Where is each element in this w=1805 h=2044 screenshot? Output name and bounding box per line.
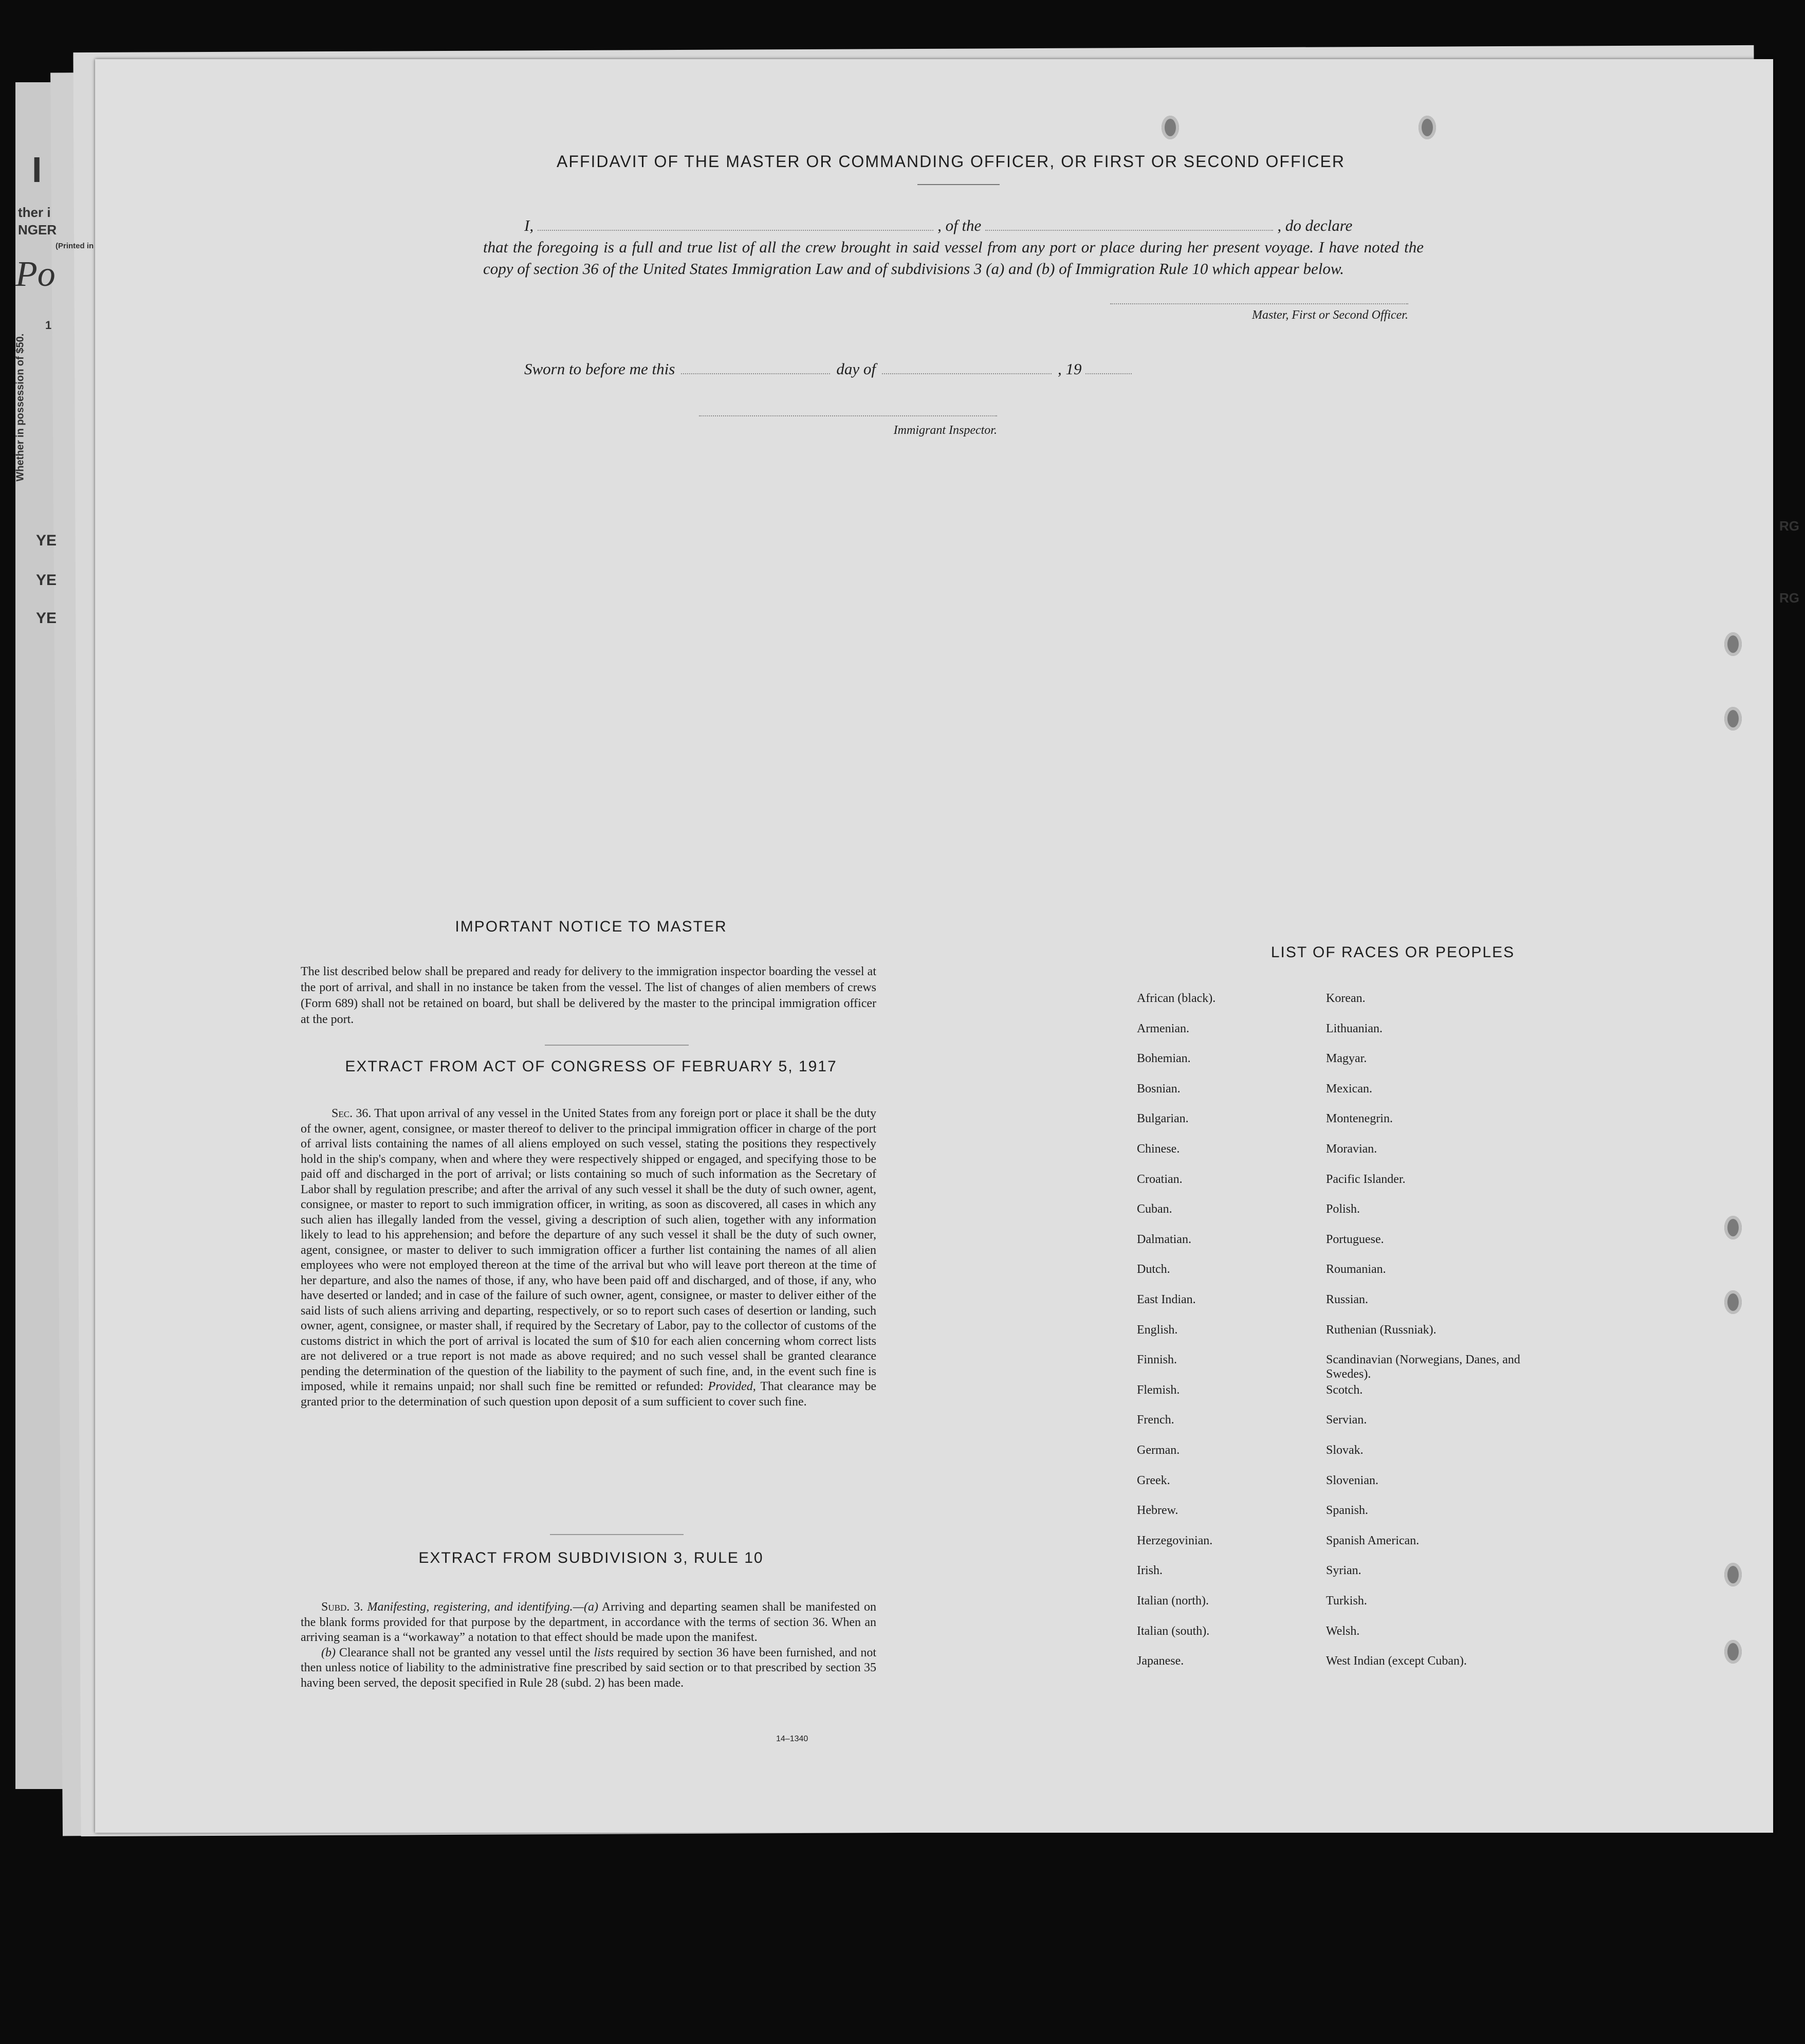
edge-letter: I xyxy=(32,150,42,190)
race-entry: Scotch. xyxy=(1326,1383,1363,1397)
edge-text: Whether in possession of $50. xyxy=(14,333,26,482)
race-entry: Polish. xyxy=(1326,1202,1360,1216)
form-number: 14–1340 xyxy=(776,1735,808,1743)
master-signature-line[interactable] xyxy=(1110,303,1408,304)
subd-b-body-1: Clearance shall not be granted any vessel until the xyxy=(339,1646,591,1659)
title-underline xyxy=(917,184,1000,185)
punch-hole xyxy=(1162,116,1179,139)
section-36-body: That upon arrival of any vessel in the United States from any foreign port or place it shall be the duty of the owner, agent, consignee, or master thereof to deliver to the principal immigration officer in charge of the port of arrival lists containing the names of all aliens employed on such vessel, stating the positions they respectively hold in the ship's company, when and where they were respectively shipped or engaged, and specifying those to be paid off and discharged in the port of arrival; or lists containing so much of such information as the Secretary of Labor shall by regulation prescribe; and after the arrival of any such vessel it shall be the duty of such owner, agent, consignee, or master to report to such immigration officer, in writing, as soon as discovered, all cases in which any such alien has illegally landed from the vessel, giving a description of such alien, together with any information likely to lead to his apprehension; and before the departure of any such vessel it shall be the duty of such owner, agent, consignee, or master to deliver to such immigration officer a further list containing the names of all alien employees who were not employed thereon at the time of the arrival but who will leave port thereon at the time of her departure, and also the names of those, if any, who have been paid off and discharged, and of those, if any, who have deserted or landed; and in case of the failure of such owner, agent, consignee, or master to deliver either of the said lists of such aliens arriving and departing, respectively, or so to report such cases of desertion or landing, such owner, agent, consignee, or master shall, if required by the Secretary of Labor, pay to the collector of customs of the customs district in which the port of arrival is located the sum of $10 for each alien concerning whom correct lists are not delivered or a true report is not made as above required; and no such vessel shall be granted clearance pending the determination of the question of the liability to the payment of such fine, and, in the event such fine is imposed, while it remains unpaid; nor shall such fine be remitted or refunded: xyxy=(301,1107,876,1393)
race-entry: Mexican. xyxy=(1326,1082,1372,1096)
race-entry: Bosnian. xyxy=(1137,1082,1181,1096)
edge-text: RG xyxy=(1779,590,1799,606)
race-entry: Servian. xyxy=(1326,1413,1367,1427)
sworn-line xyxy=(524,360,1347,378)
rule-text xyxy=(301,1600,876,1691)
officer-name-blank[interactable] xyxy=(538,230,933,231)
affidavit-title: AFFIDAVIT OF THE MASTER OR COMMANDING OFFICER, OR FIRST OR SECOND OFFICER xyxy=(557,152,1345,171)
sworn-day-of: day of xyxy=(836,360,876,378)
race-entry: Armenian. xyxy=(1137,1021,1189,1035)
punch-hole xyxy=(1724,1290,1742,1314)
edge-text: NGER xyxy=(18,222,57,238)
subd-b-label: (b) xyxy=(321,1646,336,1659)
edge-text: Po xyxy=(15,254,56,294)
notice-heading: IMPORTANT NOTICE TO MASTER xyxy=(455,918,727,935)
race-entry: Welsh. xyxy=(1326,1624,1360,1638)
year-blank[interactable] xyxy=(1085,373,1132,374)
race-entry: German. xyxy=(1137,1444,1180,1457)
race-entry: Finnish. xyxy=(1137,1353,1177,1367)
punch-hole xyxy=(1419,116,1436,139)
edge-text: 1 xyxy=(45,319,52,332)
rule-paragraph-b xyxy=(301,1646,876,1691)
subd-heading: Manifesting, registering, and identifying. xyxy=(367,1600,573,1614)
race-entry: Spanish American. xyxy=(1326,1534,1420,1547)
race-entry: Magyar. xyxy=(1326,1052,1367,1066)
race-entry: Chinese. xyxy=(1137,1142,1180,1156)
race-entry: Scandinavian (Norwegians, Danes, and Swedes). xyxy=(1326,1353,1520,1381)
race-entry: Lithuanian. xyxy=(1326,1021,1383,1035)
punch-hole xyxy=(1724,1216,1742,1239)
extract-rule-heading: EXTRACT FROM SUBDIVISION 3, RULE 10 xyxy=(418,1549,764,1566)
punch-hole xyxy=(1724,707,1742,731)
rule-paragraph-a xyxy=(301,1600,876,1646)
race-entry: Turkish. xyxy=(1326,1594,1367,1608)
extract-act-heading: EXTRACT FROM ACT OF CONGRESS OF FEBRUARY 5, 1917 xyxy=(345,1058,837,1075)
edge-text: (Printed in xyxy=(56,242,94,250)
affidavit-i: I, xyxy=(524,216,534,234)
affidavit-do-declare: , do declare xyxy=(1277,216,1353,234)
affidavit-body xyxy=(483,215,1424,280)
section-label: Sec. 36. xyxy=(331,1107,372,1120)
subd-label: Subd. 3. xyxy=(321,1600,363,1614)
race-entry: Flemish. xyxy=(1137,1383,1180,1397)
subd-a-body: Arriving and departing seamen shall be manifested on the blank forms provided for that purpose by the department, in accordance with the terms of section 36. When an arriving seaman is a “workaway” a notation to that effect should be made upon the manifest. xyxy=(301,1600,876,1644)
month-blank[interactable] xyxy=(882,373,1052,374)
race-entry: Spanish. xyxy=(1326,1504,1369,1518)
race-entry: Italian (south). xyxy=(1137,1624,1210,1638)
race-entry: Syrian. xyxy=(1326,1564,1361,1578)
races-heading: LIST OF RACES OR PEOPLES xyxy=(1270,944,1515,961)
race-entry: Dutch. xyxy=(1137,1263,1170,1276)
inspector-signature-line[interactable] xyxy=(699,415,997,416)
master-signature-label: Master, First or Second Officer. xyxy=(1252,308,1408,322)
affidavit-declaration: that the foregoing is a full and true list of all the crew brought in said vessel from any port or place during her present voyage. I have noted the copy of section 36 of the United States Immigration Law and of subdivisions 3 (a) and (b) of Immigration Rule 10 which appear below. xyxy=(483,238,1424,278)
race-entry: Hebrew. xyxy=(1137,1504,1178,1518)
edge-text: YE xyxy=(36,572,57,589)
race-entry: African (black). xyxy=(1137,992,1216,1005)
race-entry: Cuban. xyxy=(1137,1202,1172,1216)
race-entry: Moravian. xyxy=(1326,1142,1377,1156)
race-entry: Herzegovinian. xyxy=(1137,1534,1213,1547)
race-entry: Portuguese. xyxy=(1326,1232,1384,1246)
race-entry: Croatian. xyxy=(1137,1172,1183,1186)
race-entry: English. xyxy=(1137,1323,1178,1337)
edge-text: RG xyxy=(1779,518,1799,534)
vessel-name-blank[interactable] xyxy=(985,230,1273,231)
race-entry: Slovenian. xyxy=(1326,1473,1378,1487)
sworn-prefix: Sworn to before me this xyxy=(524,360,675,378)
race-entry: Japanese. xyxy=(1137,1654,1184,1668)
race-entry: Montenegrin. xyxy=(1326,1112,1393,1126)
subd-b-lists: lists xyxy=(594,1646,614,1659)
race-entry: Irish. xyxy=(1137,1564,1163,1578)
edge-text: YE xyxy=(36,610,57,627)
subd-a-label: —(a) xyxy=(573,1600,599,1614)
affidavit-of-the: , of the xyxy=(937,216,982,234)
punch-hole xyxy=(1724,1640,1742,1664)
notice-body: The list described below shall be prepared and ready for delivery to the immigration inspector boarding the vessel at the port of arrival, and shall in no instance be taken from the vessel. The list of changes of alien members of crews (Form 689) shall not be retained on board, but shall be delivered by the master to the principal immigration officer at the port. xyxy=(301,965,876,1026)
section-divider xyxy=(550,1534,684,1535)
race-entry: West Indian (except Cuban). xyxy=(1326,1654,1467,1668)
race-entry: Pacific Islander. xyxy=(1326,1172,1406,1186)
section-36-proviso: That clearance may be granted prior to the determination of such question upon deposit of a sum sufficient to cover such fine. xyxy=(301,1380,877,1409)
section-36-text xyxy=(301,1106,876,1410)
inspector-signature-label: Immigrant Inspector. xyxy=(893,424,997,437)
race-entry: French. xyxy=(1137,1413,1174,1427)
day-blank[interactable] xyxy=(681,373,830,374)
edge-text: YE xyxy=(36,532,57,549)
race-entry: Slovak. xyxy=(1326,1444,1364,1457)
provided-word: Provided, xyxy=(708,1380,756,1393)
punch-hole xyxy=(1724,632,1742,656)
race-entry: Korean. xyxy=(1326,992,1366,1005)
race-entry: Russian. xyxy=(1326,1293,1369,1306)
section-divider xyxy=(545,1045,689,1046)
subd-b-body-2: required by section 36 have been furnished, and not then unless notice of liability to the administrative fine prescribed by said section or to that prescribed by section 35 having been served, the deposit specified in Rule 28 (subd. 2) has been made. xyxy=(301,1646,877,1690)
race-entry: Dalmatian. xyxy=(1137,1232,1191,1246)
race-entry: Greek. xyxy=(1137,1473,1170,1487)
sworn-year: , 19 xyxy=(1057,360,1082,378)
race-entry: Italian (north). xyxy=(1137,1594,1209,1608)
punch-hole xyxy=(1724,1563,1742,1586)
race-entry: Bulgarian. xyxy=(1137,1112,1189,1126)
race-entry: Bohemian. xyxy=(1137,1052,1191,1066)
edge-text: ther i xyxy=(18,205,51,220)
race-entry: East Indian. xyxy=(1137,1293,1196,1306)
race-entry: Roumanian. xyxy=(1326,1263,1386,1276)
race-entry: Ruthenian (Russniak). xyxy=(1326,1323,1436,1337)
